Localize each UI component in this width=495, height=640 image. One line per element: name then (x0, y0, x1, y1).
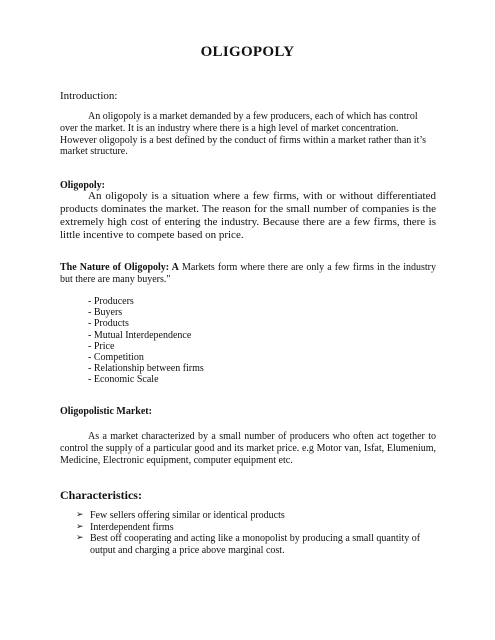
list-item: - Products (88, 318, 129, 330)
arrow-bullet-icon: ➢ (76, 510, 84, 520)
list-item (76, 510, 438, 522)
characteristic-text: Best off cooperating and acting like a monopolist by producing a small quantity of output and charging a price above marginal cost. (90, 533, 421, 556)
characteristic-text: Interdependent firms (90, 521, 174, 533)
introduction-paragraph: An oligopoly is a market demanded by a few producers, each of which has control over the market. It is an industry where there is a high level of market concentration. However oligopoly is a best defined by the conduct of firms within a market rather than it’s market structure. (60, 111, 427, 158)
list-item: - Relationship between firms (88, 363, 204, 375)
nature-heading: The Nature of Oligopoly: A (60, 262, 179, 273)
nature-list (88, 296, 204, 386)
arrow-bullet-icon: ➢ (76, 533, 84, 543)
market-paragraph: As a market characterized by a small number of producers who often act together to control the supply of a particular good and its market price. e.g Motor van, Isfat, Elumenium, Medicine, Electronic equipment, computer equipment etc. (60, 431, 436, 466)
arrow-bullet-icon: ➢ (76, 521, 84, 532)
nature-text: Markets form where there are only a few firms in the industry but there are many buyers." (60, 262, 437, 285)
document-title: OLIGOPOLY (200, 44, 295, 60)
list-item: - Price (88, 340, 115, 352)
oligopoly-paragraph: An oligopoly is a situation where a few firms, with or without differentiated products dominates the market. The reason for the small number of companies is the extremely high cost of entering the industry. Because there are a few firms, there is little incentive to compete based on price. (60, 190, 436, 241)
list-item (76, 533, 438, 556)
market-heading: Oligopolistic Market: (60, 406, 152, 417)
characteristics-heading: Characteristics: (60, 488, 142, 502)
introduction-heading: Introduction: (60, 90, 118, 102)
oligopoly-heading: Oligopoly: (60, 180, 106, 191)
list-item: - Mutual Interdependence (88, 329, 192, 341)
list-item: - Economic Scale (88, 374, 159, 386)
list-item (76, 522, 438, 534)
list-item: - Buyers (88, 307, 123, 319)
list-item: - Competition (88, 352, 144, 364)
list-item: - Producers (88, 296, 134, 307)
characteristic-text: Few sellers offering similar or identical products (90, 510, 285, 521)
characteristics-list (76, 510, 438, 556)
nature-paragraph (60, 262, 436, 286)
